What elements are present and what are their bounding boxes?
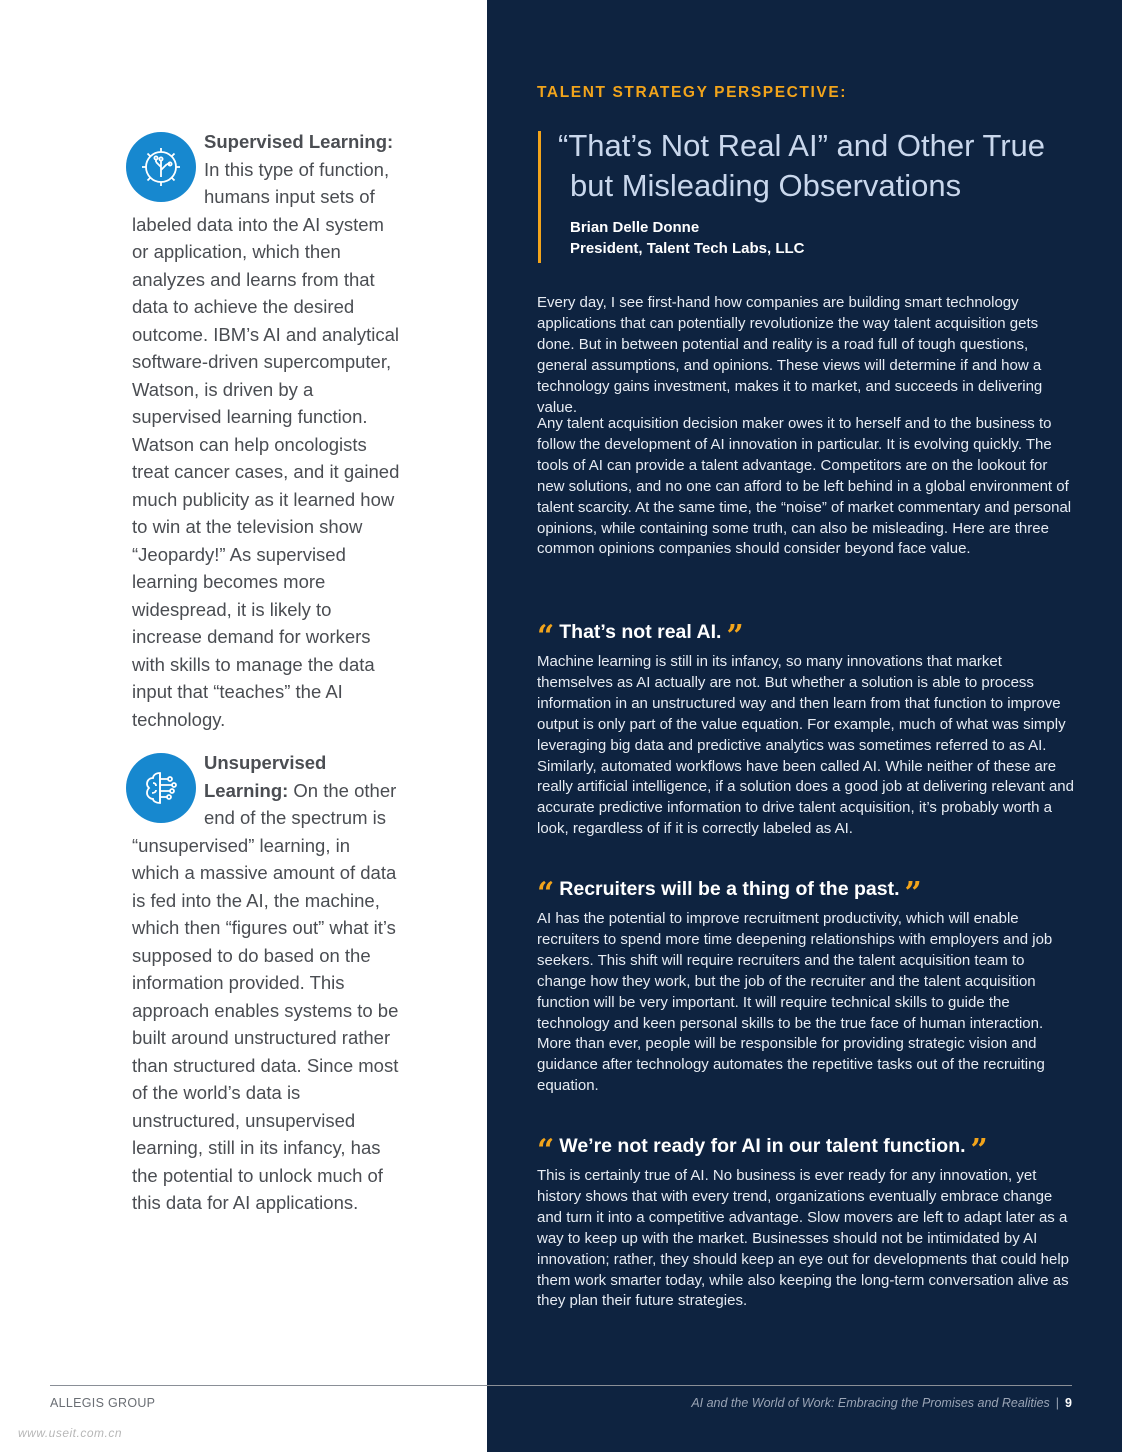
footer-divider (50, 1385, 1072, 1386)
close-quote-icon: ” (970, 1133, 988, 1168)
close-quote-icon: ” (904, 876, 922, 911)
quote-heading-2-text: Recruiters will be a thing of the past. (559, 877, 900, 900)
quote-heading-3 (537, 1131, 988, 1168)
close-quote-icon: ” (726, 619, 744, 654)
author-byline (570, 217, 805, 259)
intro-paragraph-1-text: Every day, I see first-hand how companies are building smart technology applications that can potentially revolutionize the way talent acquisition gets done. But in between potential and reality is a road full of tough questions, general assumptions, and opinions. These views will determine if and how a technology gains investment, makes it to market, and succeeds in delivering value. (537, 294, 1043, 416)
title-accent-bar (538, 131, 541, 263)
footer-doc-info (691, 1396, 1072, 1410)
unsupervised-text: On the other end of the spectrum is “unsupervised” learning, in which a massive amount of data is fed into the AI, the machine, which then “figures out” what it’s supposed to do based on the information provided. This approach enables systems to be built around unstructured rather than structured data. Since most of the world’s data is unstructured, unsupervised learning, still in its infancy, has the potential to unlock much of this data for AI applications. (132, 779, 399, 1213)
intro-paragraph-2-text: Any talent acquisition decision maker owes it to herself and to the business to follow the development of AI innovation in particular. It is evolving quickly. The tools of AI can provide a talent advantage. Competitors are on the lookout for new solutions, and no one can afford to be left behind in a global environment of talent scarcity. At the same time, the “noise” of market commentary and personal opinions, while containing some truth, can also be misleading. Here are three common opinions companies should consider beyond face value. (537, 415, 1072, 558)
footer-separator: | (1055, 1396, 1060, 1410)
open-quote-icon: “ (537, 619, 555, 654)
supervised-text: In this type of function, humans input sets of labeled data into the AI system or application, which then analyzes and learns from that data to achieve the desired outcome. IBM’s AI and analytical software-driven supercomputer, Watson, is driven by a supervised learning function. Watson can help oncologists treat cancer cases, and it gained much publicity as it learned how to win at the television show “Jeopardy!” As supervised learning becomes more widespread, it is likely to increase demand for workers with skills to manage the data input that “teaches” the AI technology. (132, 158, 400, 730)
author-title: President, Talent Tech Labs, LLC (570, 240, 805, 257)
supervised-heading: Supervised Learning: (204, 131, 394, 152)
page-number: 9 (1065, 1396, 1072, 1410)
quote-body-2 (537, 909, 1077, 1097)
open-quote-icon: “ (537, 1133, 555, 1168)
supervised-paragraph (132, 128, 400, 733)
quote-heading-2 (537, 874, 922, 911)
title-line-1: “That’s Not Real AI” and Other True (558, 128, 1046, 163)
supervised-learning-section (132, 128, 400, 733)
intro-paragraph-2 (537, 414, 1077, 560)
watermark: www.useit.com.cn (18, 1426, 123, 1440)
brain-circuit-icon (126, 753, 196, 823)
quote-body-3-text: This is certainly true of AI. No business is ever ready for any innovation, yet history shows that with every trend, organizations eventually embrace change and turn it into a competitive advantage. Slow movers are left to adapt later as a way to keep up with the market. Businesses should not be intimidated by AI innovation; rather, they should keep an eye out for developments that could help them work smarter today, while also keeping the long-term conversation alive as they plan their future strategies. (537, 1167, 1070, 1310)
footer-doc-title: AI and the World of Work: Embracing the Promises and Realities (691, 1396, 1050, 1410)
article-title (558, 126, 1078, 206)
quote-body-3 (537, 1166, 1077, 1312)
title-line-2: but Misleading Observations (570, 168, 962, 203)
section-kicker: TALENT STRATEGY PERSPECTIVE: (537, 84, 848, 101)
unsupervised-learning-section (132, 749, 400, 1217)
unsupervised-heading: Unsupervised Learning: (204, 752, 327, 801)
quote-heading-1 (537, 617, 744, 654)
quote-heading-3-text: We’re not ready for AI in our talent function. (559, 1134, 966, 1157)
quote-heading-1-text: That’s not real AI. (559, 620, 722, 643)
quote-body-2-text: AI has the potential to improve recruitment productivity, which will enable recruiters to spend more time deepening relationships with employers and job seekers. This shift will require recruiters and the talent acquisition team to change how they work, but the job of the recruiter and the talent acquisition function will be very important. It will require technical skills to guide the technology and keen personal skills to be the true face of human interaction. More than ever, people will be responsible for providing strategic vision and guidance after technology automates the repetitive tasks out of the recruiting equation. (537, 910, 1053, 1095)
gear-tree-icon (126, 132, 196, 202)
author-name: Brian Delle Donne (570, 219, 700, 236)
quote-body-1 (537, 652, 1077, 840)
footer-company: ALLEGIS GROUP (50, 1396, 156, 1410)
open-quote-icon: “ (537, 876, 555, 911)
intro-paragraph-1 (537, 293, 1077, 418)
quote-body-1-text: Machine learning is still in its infancy, so many innovations that market themselves as AI actually are not. But whether a solution is able to process information in an unstructured way and then learn from that function to improve output is only part of the value equation. For example, much of what was simply leveraging big data and predictive analytics was sometimes referred to as AI. Similarly, automated workflows have been called AI. While neither of these are really artificial intelligence, if a solution does a good job at delivering relevant and accurate predictive information to drive talent acquisition, it’s probably worth a look, regardless of if it is correctly labeled as AI. (537, 653, 1074, 838)
